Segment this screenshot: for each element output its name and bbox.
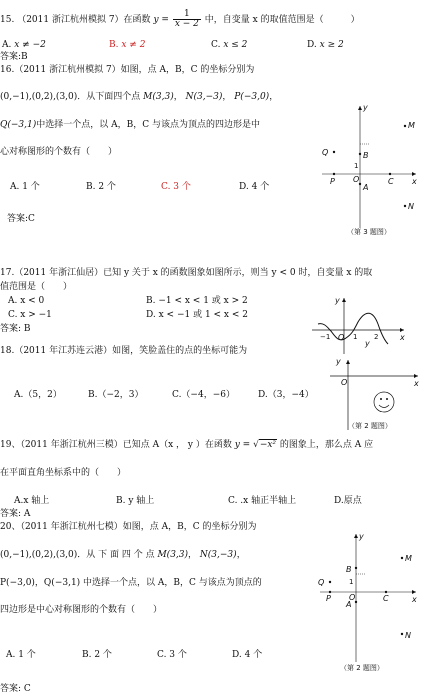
q17-label-neg1: −1	[320, 333, 331, 341]
q15-fraction-denominator: x − 2	[174, 19, 199, 29]
q16-label-p: P	[330, 177, 335, 186]
q16-line-4: 心对称图形的个数有（ ）	[0, 147, 118, 157]
q15-fraction	[173, 10, 201, 29]
q15-tail: 中，自变量 x 的取值范围是（ ）	[204, 15, 360, 25]
q16-option-a: A. 1 个	[10, 182, 40, 192]
q20-label-m: M	[405, 554, 412, 563]
q16-point-m	[404, 125, 406, 127]
q20-option-b: B. 2 个	[82, 650, 112, 660]
q16-answer: 答案:C	[7, 214, 35, 224]
q17-label-2: 2	[374, 333, 379, 341]
q19-option-b: B. y 轴上	[116, 496, 155, 506]
q18-line-1: 18.（2011 年江苏连云港）如图，笑脸盖住的点的坐标可能为	[0, 346, 248, 356]
q20-point-c	[385, 591, 387, 593]
q16-point-c	[389, 173, 391, 175]
q20-figure	[316, 530, 422, 672]
q20-answer: 答案: C	[0, 684, 31, 694]
q20-label-x: x	[412, 595, 417, 604]
q19-line-1: 19、（2011 年浙江杭州三模）已知点 A（x ， y ）在函数 y = √−x² 的图象上，那么点 A 应	[0, 440, 374, 450]
q17-figure	[308, 294, 408, 356]
q16-label-o: O	[353, 175, 360, 184]
q16-figure	[318, 96, 422, 236]
q16-label-1: 1	[354, 162, 359, 170]
q20-point-b	[355, 567, 357, 569]
q18-label-y: y	[336, 357, 341, 366]
q15-fraction-numerator: 1	[173, 10, 201, 20]
q16-caption: （第 3 题图）	[347, 228, 391, 236]
q16-line-1: 16.（2011 浙江杭州模拟 7）如图，点 A，B，C 的坐标分别为	[0, 65, 255, 75]
q20-point-p	[329, 591, 331, 593]
q20-label-c: C	[383, 594, 389, 603]
q18-option-c: C.（−4，−6）	[172, 390, 235, 400]
q16-label-n: N	[408, 202, 414, 211]
q16-label-x: x	[412, 177, 417, 186]
q18-figure	[326, 358, 422, 434]
q17-label-y-curve: y	[365, 339, 370, 348]
q20-option-c: C. 3 个	[157, 650, 187, 660]
q20-label-b: B	[346, 565, 352, 574]
q20-label-p: P	[326, 594, 331, 603]
q16-line-3: Q(−3,1)中选择一个点，以 A，B，C 与该点为顶点的四边形是中	[0, 120, 260, 130]
q16-label-m: M	[408, 121, 415, 130]
q17-option-c: C. x > −1	[8, 310, 52, 320]
q16-label-a: A	[363, 183, 369, 192]
q20-label-a: A	[346, 600, 352, 609]
q20-line-2: (0,−1),(0,2),(3,0)．从 下 面 四 个 点 M(3,3)， N(3,−3)，	[0, 550, 246, 560]
q19-option-c: C. .x 轴正半轴上	[228, 496, 297, 506]
q16-point-n	[404, 205, 406, 207]
q16-label-q: Q	[322, 148, 329, 157]
q15-option-b: B. x ≠ 2	[109, 40, 146, 50]
q20-line-4: 四边形是中心对称图形的个数有（ ）	[0, 605, 163, 615]
q20-point-m	[401, 557, 403, 559]
q15-stem	[0, 10, 360, 29]
q15-number: 15.	[0, 15, 15, 25]
q20-label-n: N	[405, 631, 411, 640]
q18-smiley-eye-right	[386, 398, 388, 400]
q16-label-c: C	[388, 177, 394, 186]
q15-answer: 答案:B	[0, 52, 28, 62]
q18-smiley-eye-left	[380, 398, 382, 400]
q16-point-q	[333, 151, 335, 153]
q18-label-o: O	[341, 378, 348, 387]
q18-caption: （第 2 题图）	[348, 422, 392, 430]
q19-option-a: A.x 轴上	[14, 496, 50, 506]
q19-sqrt-expression: −x²	[259, 440, 277, 450]
q18-smiley-mouth	[379, 405, 389, 408]
q15-option-a: A. x ≠ −2	[2, 40, 46, 50]
q16-line-2: (0,−1),(0,2),(3,0)．从下面四个点 M(3,3)， N(3,−3)， P(−3,0)，	[0, 92, 279, 102]
q19-answer: 答案: A	[0, 509, 31, 519]
q17-option-a: A. x < 0	[8, 296, 45, 306]
q17-label-1: 1	[353, 333, 358, 341]
q15-option-c: C. x ≤ 2	[211, 40, 248, 50]
q20-label-1: 1	[349, 578, 354, 586]
q16-option-d: D. 4 个	[239, 182, 270, 192]
q16-label-b: B	[363, 151, 369, 160]
q20-caption: （第 2 题图）	[340, 664, 384, 672]
q17-line-2: 值范围是（ ）	[0, 282, 73, 292]
q17-label-y: y	[335, 296, 340, 305]
q18-option-d: D.（3，−4）	[258, 390, 314, 400]
q15-option-d: D. x ≥ 2	[307, 40, 344, 50]
q15-source: （2011 浙江杭州模拟 7）在函数	[17, 15, 151, 25]
q20-line-1: 20、（2011 年浙江杭州七模）如图，点 A，B，C 的坐标分别为	[0, 522, 257, 532]
q20-label-o: O	[349, 593, 356, 602]
q17-line-1: 17.（2011 年浙江仙居）已知 y 关于 x 的函数图象如图所示，则当 y < 0 时，自变量 x 的取	[0, 268, 373, 278]
q18-option-a: A.（5，2）	[14, 390, 62, 400]
q20-option-d: D. 4 个	[232, 650, 263, 660]
q16-point-b	[359, 153, 361, 155]
q20-point-q	[329, 581, 331, 583]
q20-label-y: y	[359, 532, 364, 541]
q15-function-lhs: y =	[153, 15, 169, 25]
q20-point-n	[401, 633, 403, 635]
q20-label-q: Q	[318, 578, 325, 587]
q18-option-b: B.（−2，3）	[88, 390, 144, 400]
q18-label-x: x	[414, 379, 419, 388]
q19-line-2: 在平面直角坐标系中的（ ）	[0, 468, 127, 478]
q18-smiley-face-icon	[374, 392, 394, 412]
q17-option-d: D. x < −1 或 1 < x < 2	[146, 310, 248, 320]
q17-label-x: x	[400, 333, 405, 342]
q16-option-c: C. 3 个	[161, 182, 191, 192]
q16-label-y: y	[363, 103, 368, 112]
q20-line-3: P(−3,0)，Q(−3,1) 中选择一个点，以 A，B，C 与该点为顶点的	[0, 578, 262, 588]
q17-answer: 答案: B	[0, 324, 31, 334]
q16-option-b: B. 2 个	[86, 182, 116, 192]
q16-point-p	[333, 173, 335, 175]
q17-label-o: O	[338, 333, 345, 342]
q17-option-b: B. −1 < x < 1 或 x > 2	[146, 296, 248, 306]
q20-option-a: A. 1 个	[6, 650, 36, 660]
q19-option-d: D.原点	[334, 496, 362, 506]
